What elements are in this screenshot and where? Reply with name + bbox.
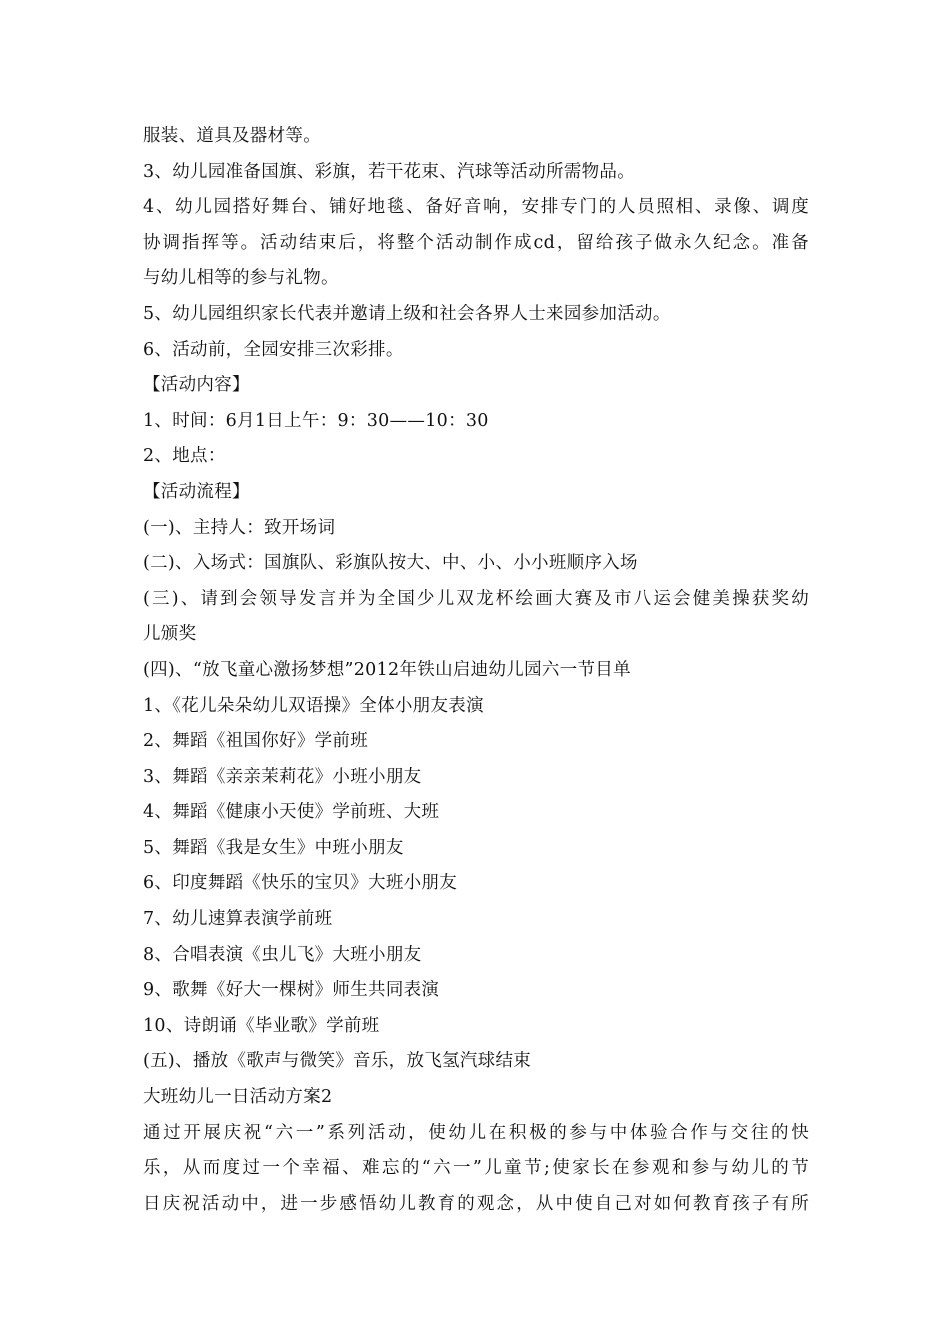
text-line: (二)、入场式：国旗队、彩旗队按大、中、小、小小班顺序入场 [143, 553, 638, 574]
text-line: 9、歌舞《好大一棵树》师生共同表演 [143, 980, 440, 1001]
text-line: 5、幼儿园组织家长代表并邀请上级和社会各界人士来园参加活动。 [143, 303, 671, 324]
text-line: 1、时间：6月1日上午：9：30——10：30 [143, 410, 489, 431]
text-line: 3、幼儿园准备国旗、彩旗，若干花束、汽球等活动所需物品。 [143, 161, 636, 182]
text-line: 4、幼儿园搭好舞台、铺好地毯、备好音响，安排专门的人员照相、录像、调度 [143, 197, 809, 218]
text-line: 【活动流程】 [143, 481, 250, 502]
text-line: (四)、“放飞童心激扬梦想”2012年铁山启迪幼儿园六一节目单 [143, 659, 631, 680]
text-line: (五)、播放《歌声与微笑》音乐，放飞氢汽球结束 [143, 1051, 532, 1072]
text-line: 5、舞蹈《我是女生》中班小朋友 [143, 837, 404, 858]
text-line: 6、印度舞蹈《快乐的宝贝》大班小朋友 [143, 873, 458, 894]
text-line: 协调指挥等。活动结束后，将整个活动制作成cd，留给孩子做永久纪念。准备 [143, 232, 809, 253]
text-line: 3、舞蹈《亲亲茉莉花》小班小朋友 [143, 766, 422, 787]
text-line: 7、幼儿速算表演学前班 [143, 909, 333, 930]
text-line: 服装、道具及器材等。 [143, 126, 321, 146]
text-line: (一)、主持人：致开场词 [143, 517, 336, 538]
text-line: 1、《花儿朵朵幼儿双语操》全体小朋友表演 [143, 695, 484, 716]
text-line: 通过开展庆祝“六一”系列活动，使幼儿在积极的参与中体验合作与交往的快 [143, 1122, 809, 1143]
document-body [143, 119, 809, 1222]
text-line: 6、活动前，全园安排三次彩排。 [143, 339, 404, 360]
text-line: 与幼儿相等的参与礼物。 [143, 268, 339, 289]
text-line: 儿颁奖 [143, 624, 197, 645]
text-line: (三)、请到会领导发言并为全国少儿双龙杯绘画大赛及市八运会健美操获奖幼 [143, 588, 809, 609]
text-line: 日庆祝活动中，进一步感悟幼儿教育的观念，从中使自己对如何教育孩子有所 [143, 1193, 809, 1214]
text-line: 8、合唱表演《虫儿飞》大班小朋友 [143, 944, 422, 965]
text-line: 【活动内容】 [143, 375, 250, 396]
text-line: 2、地点： [143, 446, 226, 467]
text-line: 10、诗朗诵《毕业歌》学前班 [143, 1015, 380, 1036]
text-line: 4、舞蹈《健康小天使》学前班、大班 [143, 802, 440, 823]
text-line: 2、舞蹈《祖国你好》学前班 [143, 731, 369, 752]
text-line: 乐，从而度过一个幸福、难忘的“六一”儿童节;使家长在参观和参与幼儿的节 [143, 1158, 809, 1179]
text-line: 大班幼儿一日活动方案2 [143, 1087, 333, 1108]
